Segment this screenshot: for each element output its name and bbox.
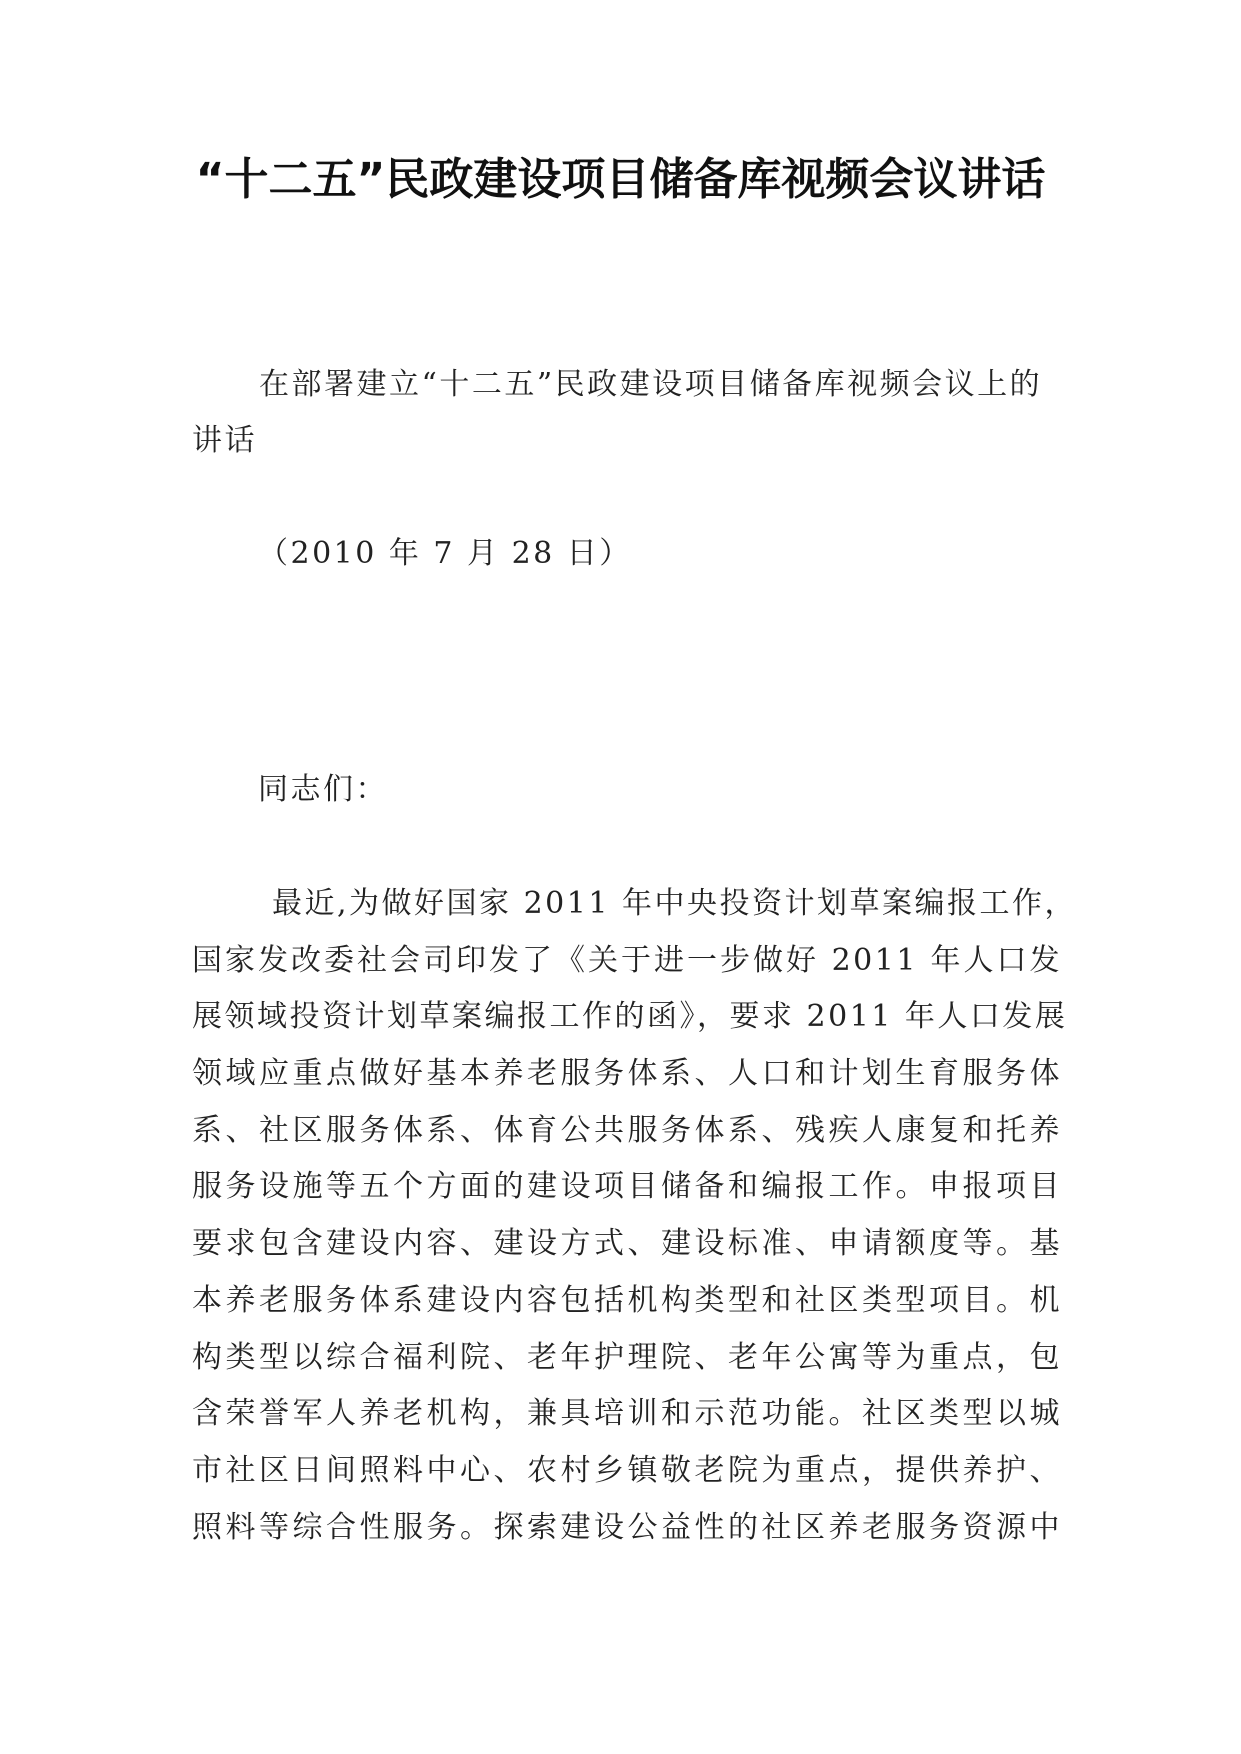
- paragraph-line: 构类型以综合福利院、老年护理院、老年公寓等为重点，包: [192, 1339, 1062, 1375]
- paragraph-line: 要求包含建设内容、建设方式、建设标准、申请额度等。基: [192, 1226, 1062, 1262]
- speech-date: （2010 年 7 月 28 日）: [258, 536, 632, 571]
- paragraph-line: 服务设施等五个方面的建设项目储备和编报工作。申报项目: [192, 1169, 1062, 1205]
- salutation: 同志们：: [258, 772, 388, 807]
- paragraph-line: 含荣誉军人养老机构，兼具培训和示范功能。社区类型以城: [192, 1396, 1062, 1432]
- document-title: “十二五”民政建设项目储备库视频会议讲话: [195, 154, 1046, 205]
- body-paragraph: [192, 876, 1077, 1556]
- paragraph-line: 照料等综合性服务。探索建设公益性的社区养老服务资源中: [192, 1509, 1062, 1545]
- document-subtitle: 在部署建立“十二五”民政建设项目储备库视频会议上的讲话: [192, 367, 1043, 458]
- paragraph-line: 市社区日间照料中心、农村乡镇敬老院为重点，提供养护、: [192, 1452, 1062, 1488]
- paragraph-line: 本养老服务体系建设内容包括机构类型和社区类型项目。机: [192, 1282, 1062, 1318]
- paragraph-line: 系、社区服务体系、体育公共服务体系、残疾人康复和托养: [192, 1112, 1062, 1148]
- paragraph-line: 最近,为做好国家 2011 年中央投资计划草案编报工作，: [272, 886, 1077, 921]
- paragraph-line: 国家发改委社会司印发了《关于进一步做好 2011 年人口发: [192, 942, 1062, 978]
- paragraph-line: 展领域投资计划草案编报工作的函》，要求 2011 年人口发展: [192, 999, 1068, 1035]
- paragraph-line: 领域应重点做好基本养老服务体系、人口和计划生育服务体: [192, 1056, 1062, 1092]
